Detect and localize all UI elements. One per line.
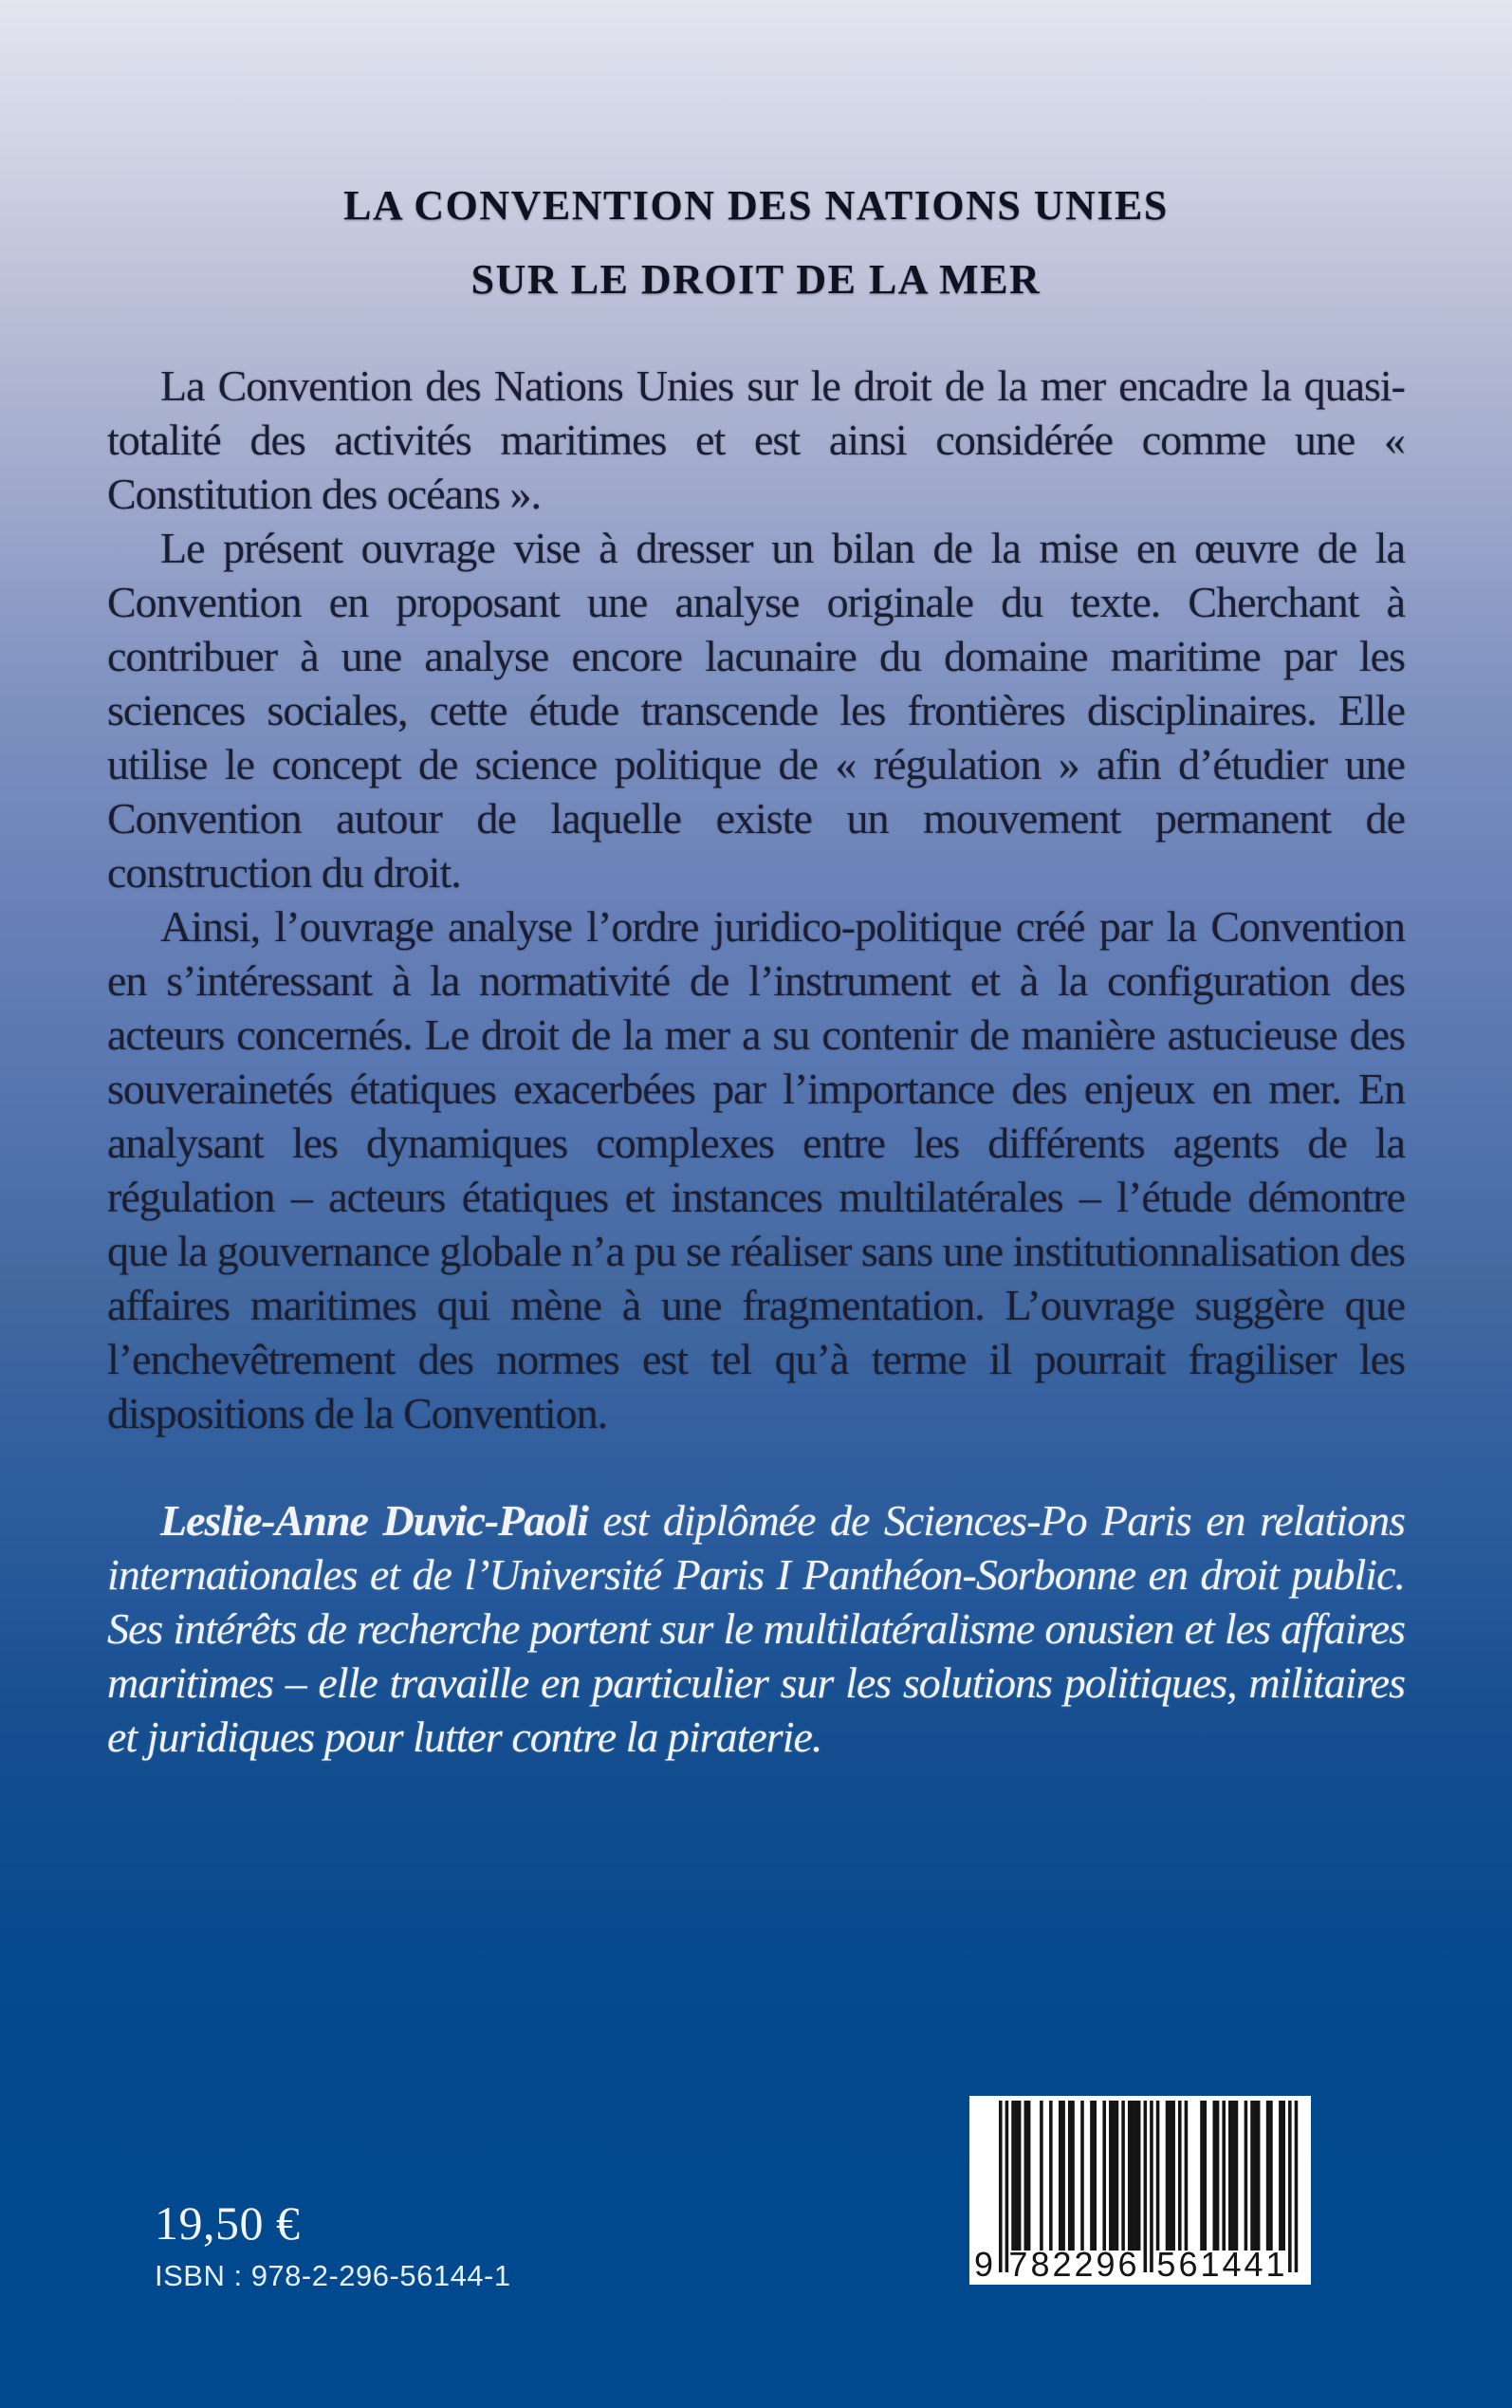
barcode-digit-group-1: 782296 — [1008, 2245, 1140, 2284]
price: 19,50 € — [155, 2196, 301, 2250]
isbn: ISBN : 978-2-296-56144-1 — [155, 2259, 511, 2292]
barcode-lead-digit: 9 — [973, 2245, 994, 2284]
book-title-line2: SUR LE DROIT DE LA MER — [470, 256, 1042, 303]
barcode-digit-group-2: 561441 — [1156, 2245, 1288, 2284]
author-bio-text: est diplômée de Sciences-Po Paris en relations internationales et de l’Université Paris I Panthéon-Sorbonne en droit public. Ses intérêts de recherche portent sur le multilatéralisme onusien et les affaires maritimes – elle travaille en particulier sur les solutions politiques, militaires et juridiques pour lutter contre la piraterie. — [107, 1496, 1405, 1761]
book-title — [0, 169, 1512, 317]
book-title-line1: LA CONVENTION DES NATIONS UNIES — [343, 182, 1169, 229]
author-name: Leslie-Anne Duvic-Paoli — [160, 1496, 588, 1545]
barcode — [969, 2096, 1311, 2285]
synopsis-paragraph-2: Le présent ouvrage vise à dresser un bilan de la mise en œuvre de la Convention en proposant une analyse originale du texte. Cherchant à contribuer à une analyse encore lacunaire du domaine maritime par les sciences sociales, cette étude transcende les frontières disciplinaires. Elle utilise le concept de science politique de « régulation » afin d’étudier une Convention autour de laquelle existe un mouvement permanent de construction du droit. — [107, 524, 1405, 897]
synopsis — [107, 359, 1405, 1764]
synopsis-paragraph-1: La Convention des Nations Unies sur le droit de la mer encadre la quasi-totalité des activités maritimes et est ainsi considérée comme une « Constitution des océans ». — [107, 361, 1405, 518]
author-bio — [107, 1493, 1405, 1764]
synopsis-paragraph-3: Ainsi, l’ouvrage analyse l’ordre juridico-politique créé par la Convention en s’intéressant à la normativité de l’instrument et à la configuration des acteurs concernés. Le droit de la mer a su contenir de manière astucieuse des souverainetés étatiques exacerbées par l’importance des enjeux en mer. En analysant les dynamiques complexes entre les différents agents de la régulation – acteurs étatiques et instances multilatérales – l’étude démontre que la gouvernance globale n’a pu se réaliser sans une institutionnalisation des affaires maritimes qui mène à une fragmentation. L’ouvrage suggère que l’enchevêtrement des normes est tel qu’à terme il pourrait fragiliser les dispositions de la Convention. — [107, 902, 1405, 1437]
